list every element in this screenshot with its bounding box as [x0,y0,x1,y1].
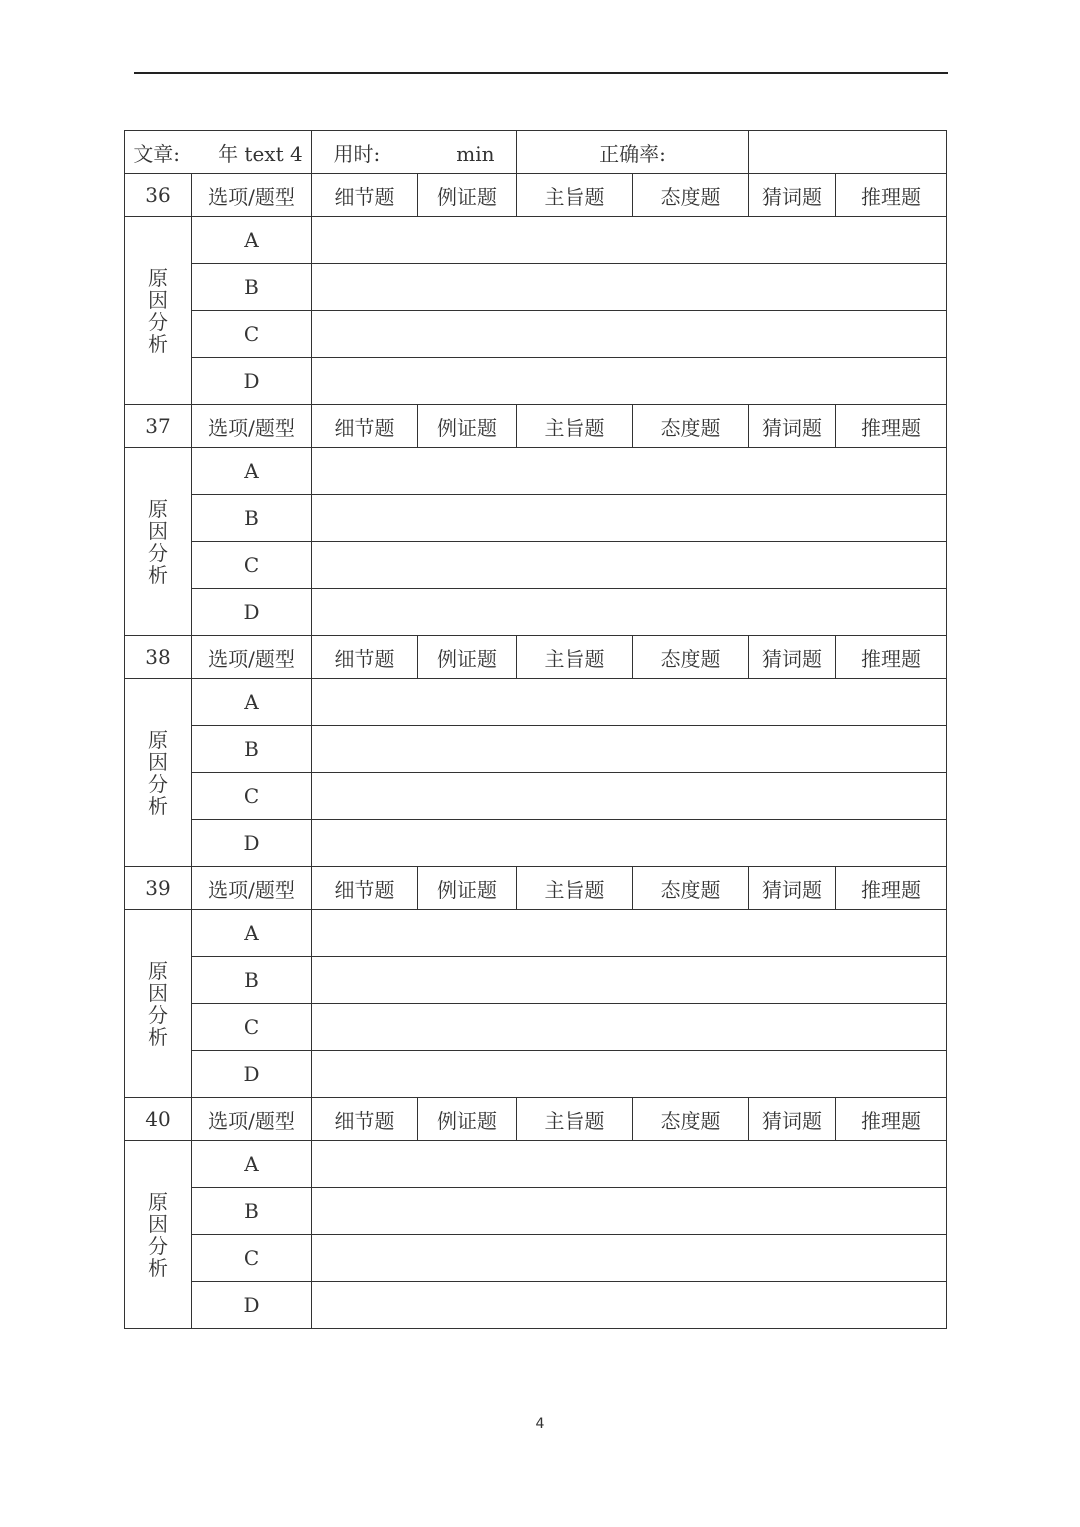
option-analysis-field[interactable] [312,448,947,495]
question-type-cell[interactable]: 主旨题 [517,174,633,217]
option-row [125,448,947,495]
header-row [125,131,947,174]
reason-analysis-cell [125,910,192,1098]
option-analysis-field[interactable] [312,542,947,589]
option-letter: B [192,726,312,773]
question-type-row [125,405,947,448]
option-analysis-field[interactable] [312,679,947,726]
reason-analysis-label: 原因分析 [148,1189,168,1280]
question-type-row [125,1098,947,1141]
option-row [125,589,947,636]
question-type-cell[interactable]: 推理题 [836,867,947,910]
option-type-label: 选项/题型 [192,1098,312,1141]
option-analysis-field[interactable] [312,264,947,311]
reason-analysis-cell [125,1141,192,1329]
question-type-cell[interactable]: 推理题 [836,405,947,448]
question-type-cell[interactable]: 细节题 [312,636,418,679]
option-type-label: 选项/题型 [192,636,312,679]
reason-analysis-cell [125,448,192,636]
option-letter: C [192,1235,312,1282]
option-analysis-field[interactable] [312,1051,947,1098]
accuracy-cell[interactable] [517,131,749,174]
question-type-cell[interactable]: 猜词题 [749,867,836,910]
question-type-cell[interactable]: 推理题 [836,636,947,679]
question-type-cell[interactable]: 例证题 [418,636,517,679]
option-analysis-field[interactable] [312,358,947,405]
option-row [125,495,947,542]
option-type-label: 选项/题型 [192,174,312,217]
reason-analysis-cell [125,217,192,405]
question-type-cell[interactable]: 细节题 [312,405,418,448]
option-analysis-field[interactable] [312,1235,947,1282]
option-row [125,679,947,726]
option-row [125,957,947,1004]
question-type-cell[interactable]: 例证题 [418,867,517,910]
option-analysis-field[interactable] [312,773,947,820]
option-letter: A [192,1141,312,1188]
question-type-row [125,174,947,217]
article-label: 文章: [133,141,181,166]
question-type-cell[interactable]: 主旨题 [517,636,633,679]
option-analysis-field[interactable] [312,726,947,773]
option-analysis-field[interactable] [312,820,947,867]
reason-analysis-label: 原因分析 [148,265,168,356]
option-analysis-field[interactable] [312,957,947,1004]
option-type-label: 选项/题型 [192,405,312,448]
option-row [125,358,947,405]
option-letter: B [192,1188,312,1235]
option-letter: A [192,217,312,264]
question-number: 37 [125,405,192,448]
option-analysis-field[interactable] [312,1282,947,1329]
option-letter: C [192,773,312,820]
question-type-cell[interactable]: 例证题 [418,174,517,217]
question-type-cell[interactable]: 主旨题 [517,1098,633,1141]
question-number: 39 [125,867,192,910]
option-letter: D [192,358,312,405]
question-type-cell[interactable]: 推理题 [836,1098,947,1141]
option-letter: A [192,910,312,957]
analysis-table [124,130,947,1329]
reason-analysis-label: 原因分析 [148,496,168,587]
option-analysis-field[interactable] [312,910,947,957]
option-letter: D [192,1051,312,1098]
time-unit: min [456,141,495,166]
accuracy-label: 正确率: [599,141,666,166]
option-row [125,1188,947,1235]
option-letter: C [192,311,312,358]
question-type-cell[interactable]: 态度题 [633,636,749,679]
option-analysis-field[interactable] [312,217,947,264]
question-type-cell[interactable]: 猜词题 [749,1098,836,1141]
question-type-cell[interactable]: 态度题 [633,174,749,217]
question-type-cell[interactable]: 态度题 [633,1098,749,1141]
option-row [125,820,947,867]
article-cell[interactable] [125,131,312,174]
header-blank-cell[interactable] [749,131,947,174]
option-type-label: 选项/题型 [192,867,312,910]
option-row [125,1235,947,1282]
option-letter: A [192,679,312,726]
option-analysis-field[interactable] [312,1188,947,1235]
option-letter: C [192,1004,312,1051]
question-type-cell[interactable]: 态度题 [633,405,749,448]
option-row [125,311,947,358]
question-type-cell[interactable]: 细节题 [312,867,418,910]
reason-analysis-label: 原因分析 [148,958,168,1049]
option-letter: B [192,264,312,311]
question-type-row [125,867,947,910]
question-type-cell[interactable]: 推理题 [836,174,947,217]
time-cell[interactable] [312,131,517,174]
option-letter: A [192,448,312,495]
reason-analysis-cell [125,679,192,867]
question-type-cell[interactable]: 细节题 [312,174,418,217]
option-analysis-field[interactable] [312,495,947,542]
option-letter: B [192,495,312,542]
question-type-cell[interactable]: 主旨题 [517,867,633,910]
option-row [125,773,947,820]
option-row [125,1141,947,1188]
option-letter: D [192,589,312,636]
question-type-cell[interactable]: 猜词题 [749,174,836,217]
option-row [125,1282,947,1329]
question-type-cell[interactable]: 猜词题 [749,636,836,679]
reason-analysis-label: 原因分析 [148,727,168,818]
option-row [125,1051,947,1098]
question-number: 40 [125,1098,192,1141]
question-type-cell[interactable]: 例证题 [418,405,517,448]
option-letter: D [192,1282,312,1329]
option-analysis-field[interactable] [312,589,947,636]
question-number: 36 [125,174,192,217]
option-row [125,542,947,589]
question-type-cell[interactable]: 主旨题 [517,405,633,448]
option-row [125,1004,947,1051]
question-type-cell[interactable]: 细节题 [312,1098,418,1141]
option-letter: C [192,542,312,589]
option-row [125,910,947,957]
option-analysis-field[interactable] [312,1004,947,1051]
option-letter: D [192,820,312,867]
option-analysis-field[interactable] [312,1141,947,1188]
question-type-row [125,636,947,679]
option-row [125,726,947,773]
option-row [125,264,947,311]
question-type-cell[interactable]: 猜词题 [749,405,836,448]
time-label: 用时: [333,141,381,166]
article-value: 年 text 4 [218,141,303,166]
question-type-cell[interactable]: 例证题 [418,1098,517,1141]
option-row [125,217,947,264]
page-number: 4 [535,1416,545,1432]
question-type-cell[interactable]: 态度题 [633,867,749,910]
question-number: 38 [125,636,192,679]
option-letter: B [192,957,312,1004]
option-analysis-field[interactable] [312,311,947,358]
header-rule [134,72,948,74]
